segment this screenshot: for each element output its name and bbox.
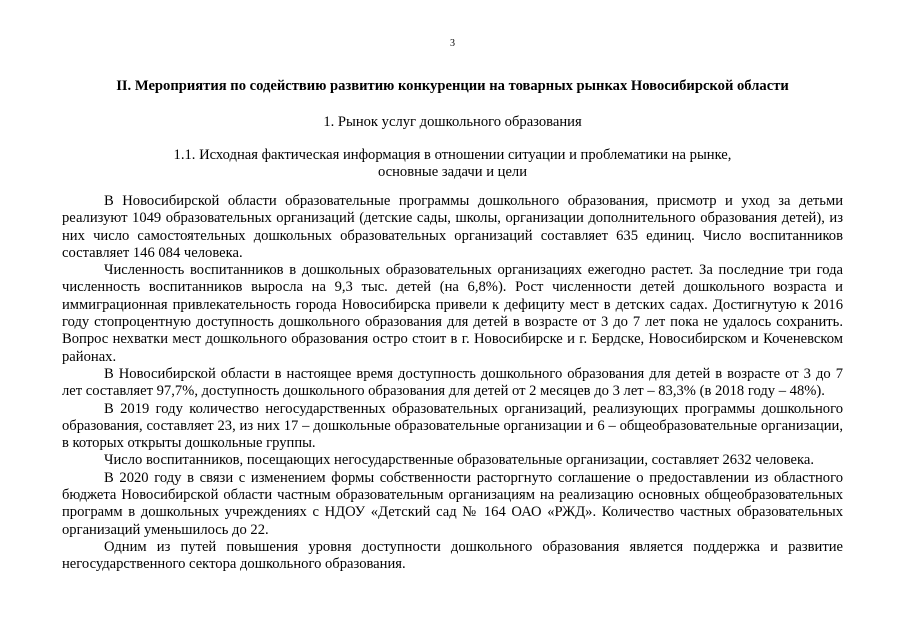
paragraph: В Новосибирской области в настоящее время доступность дошкольного образования для детей в возрасте от 3 до 7 лет составляет 97,7%, доступность дошкольного образования для детей от 2 месяцев до 3 лет – 83,3% (в 2018 году – 48%).: [62, 365, 843, 400]
subsub-title-line-2: основные задачи и цели: [377, 164, 528, 180]
page-number: 3: [450, 38, 455, 49]
paragraph: Число воспитанников, посещающих негосударственные образовательные организации, составляет 2632 человека.: [104, 452, 814, 469]
subsub-title-line-1: 1.1. Исходная фактическая информация в отношении ситуации и проблематики на рынке,: [173, 147, 732, 163]
paragraph: Одним из путей повышения уровня доступности дошкольного образования является поддержка и развитие негосударственного сектора дошкольного образования.: [62, 538, 843, 573]
paragraph: В Новосибирской области образовательные программы дошкольного образования, присмотр и уход за детьми реализуют 1049 образовательных организаций (детские сады, школы, организации дополнительного образования детей), из них число самостоятельных дошкольных образовательных организаций составляет 635 единиц. Число воспитанников составляет 146 084 человека.: [62, 193, 843, 261]
paragraph: В 2019 году количество негосударственных образовательных организаций, реализующих программы дошкольного образования, составляет 23, из них 17 – дошкольные образовательные организации и 6 – общеобразовательные организации, в которых открыты дошкольные группы.: [62, 400, 843, 452]
paragraph: В 2020 году в связи с изменением формы собственности расторгнуто соглашение о предоставлении из областного бюджета Новосибирской области частным образовательным организациям на реализацию основных общеобразовательных программ в дошкольных учреждениях с НДОУ «Детский сад № 164 ОАО «РЖД». Количество частных образовательных организаций уменьшилось до 22.: [62, 469, 843, 538]
paragraph: Численность воспитанников в дошкольных образовательных организациях ежегодно растет. За последние три года численность воспитанников выросла на 9,3 тыс. детей (на 6,8%). Рост численности детей дошкольного возраста и иммиграционная привлекательность города Новосибирска привели к дефициту мест в детских садах. Достигнутую к 2016 году стопроцентную доступность дошкольного образования для детей в возрасте от 3 до 7 лет пока не удалось сохранить. Вопрос нехватки мест дошкольного образования остро стоит в г. Новосибирске и г. Бердске, Новосибирском и Коченевском районах.: [62, 262, 843, 365]
section-title: II. Мероприятия по содействию развитию конкуренции на товарных рынках Новосибирской области: [116, 78, 789, 94]
subsection-title: 1. Рынок услуг дошкольного образования: [323, 114, 582, 130]
body-text: [62, 193, 843, 574]
subsub-title: [62, 147, 843, 181]
